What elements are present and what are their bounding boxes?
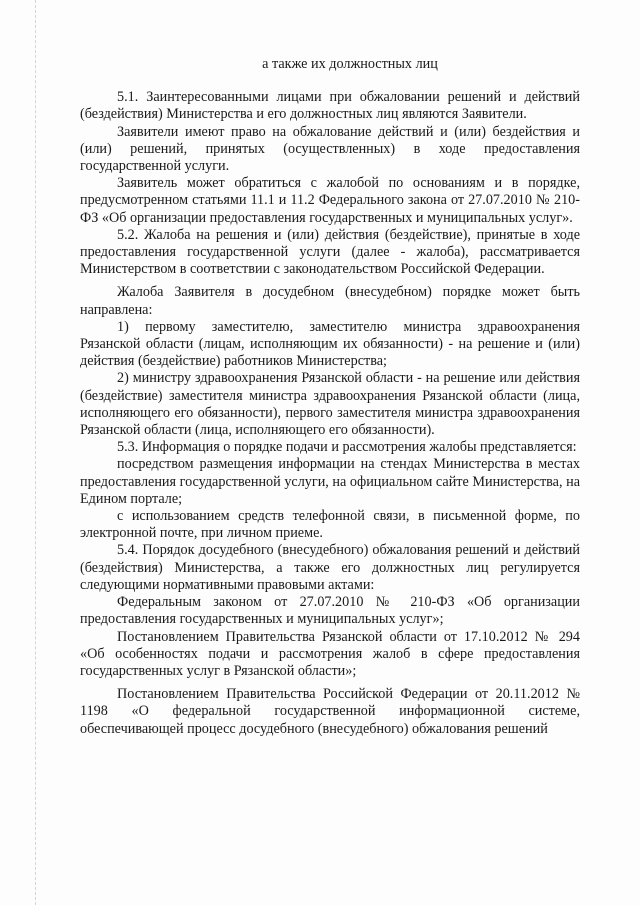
paragraph-info-stands: посредством размещения информации на стендах Министерства в местах предоставления государственной услуги, на официальном сайте Министерства, на Едином портале; [80, 456, 580, 507]
paragraph-applicant-rights: Заявители имеют право на обжалование действий и (или) бездействия и (или) решений, принятых (осуществленных) в ходе предоставления государственной услуги. [80, 123, 580, 175]
paragraph-complaint-directed: Жалоба Заявителя в досудебном (внесудебном) порядке может быть направлена: [80, 284, 580, 318]
paragraph-info-phone: с использованием средств телефонной связи, в письменной форме, по электронной почте, при личном приеме. [80, 508, 580, 542]
paragraph-rf-resolution: Постановлением Правительства Российской Федерации от 20.11.2012 № 1198 «О федеральной государственной информационной системе, обеспечивающей процесс досудебного (внесудебного) обжалования решений [80, 686, 580, 737]
document-body [80, 56, 580, 738]
paragraph-5-2: 5.2. Жалоба на решения и (или) действия (бездействие), принятые в ходе предоставления государственной услуги (далее - жалоба), рассматривается Министерством в соответствии с законодательством Российской Федерации. [80, 226, 580, 278]
paragraph-federal-law: Федеральным законом от 27.07.2010 № 210-ФЗ «Об организации предоставления государственных и муниципальных услуг»; [80, 594, 580, 628]
section-heading: а также их должностных лиц [262, 56, 438, 72]
paragraph-item-2: 2) министру здравоохранения Рязанской области - на решение или действия (бездействие) заместителя министра здравоохранения Рязанской области (лица, исполняющего его обязанности), первого заместителя министра здравоохранения Рязанской области (лица, исполняющего его обязанности). [80, 370, 580, 439]
paragraph-5-3: 5.3. Информация о порядке подачи и рассмотрения жалобы представляется: [117, 439, 577, 456]
paragraph-complaint-grounds: Заявитель может обратиться с жалобой по основаниям и в порядке, предусмотренном статьями 11.1 и 11.2 Федерального закона от 27.07.2010 № 210-ФЗ «Об организации предоставления государственных и муниципальных услуг». [80, 175, 580, 226]
margin-line [35, 0, 36, 905]
paragraph-ryazan-resolution: Постановлением Правительства Рязанской области от 17.10.2012 № 294 «Об особенностях подачи и рассмотрения жалоб в сфере предоставления государственных услуг в Рязанской области»; [80, 628, 580, 679]
paragraph-5-4: 5.4. Порядок досудебного (внесудебного) обжалования решений и действий (бездействия) Министерства, а также его должностных лиц регулируется следующими нормативными правовыми актами: [80, 542, 580, 593]
paragraph-item-1: 1) первому заместителю, заместителю министра здравоохранения Рязанской области (лицам, исполняющим их обязанности) - на решение и (или) действия (бездействие) работников Министерства; [80, 318, 580, 370]
paragraph-5-1: 5.1. Заинтересованными лицами при обжаловании решений и действий (бездействия) Министерства и его должностных лиц являются Заявители. [80, 89, 580, 123]
